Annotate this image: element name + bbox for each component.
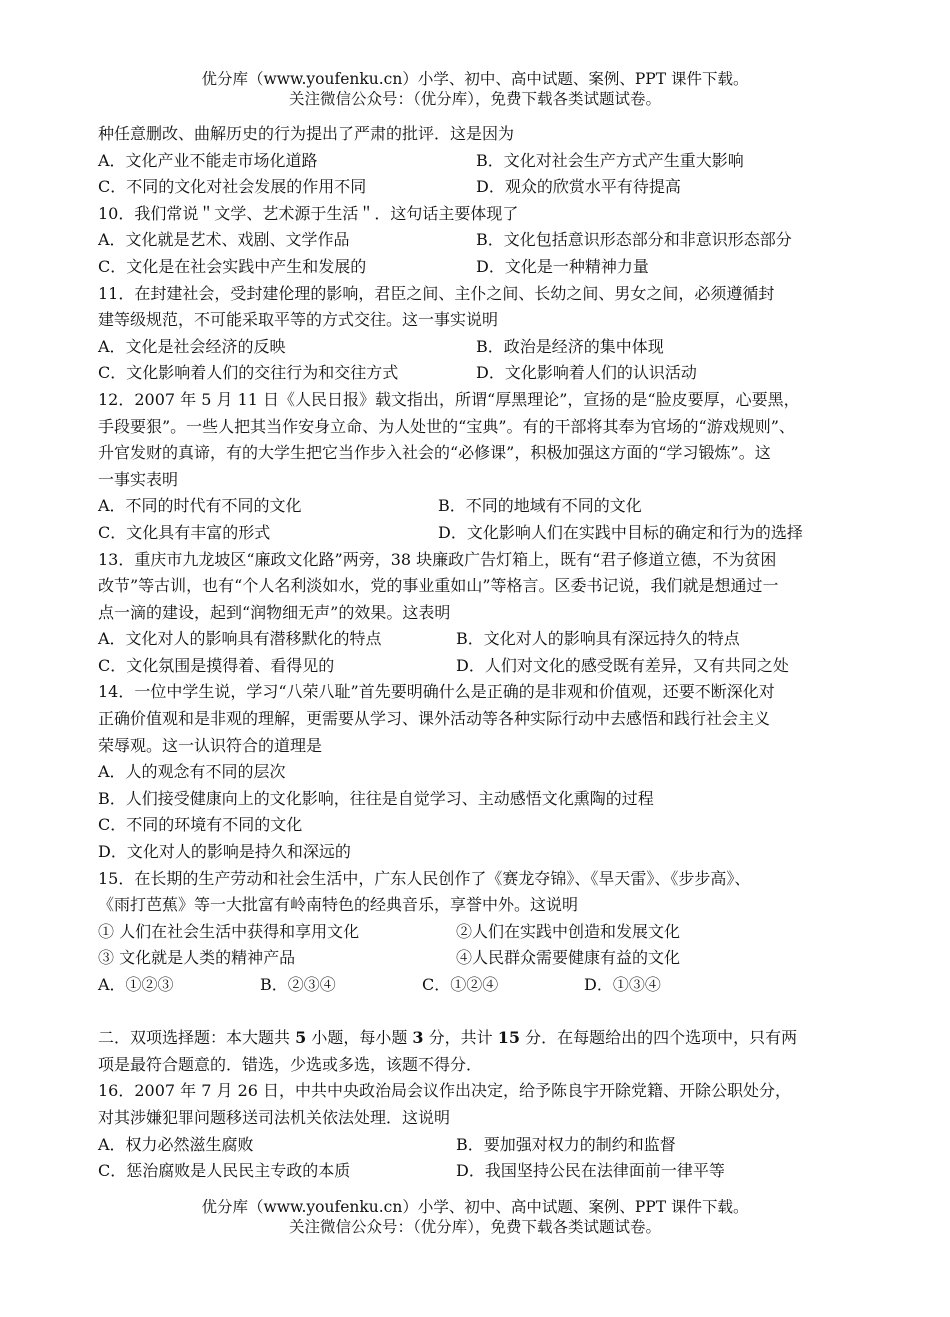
q12-option-a: A．不同的时代有不同的文化 bbox=[98, 496, 302, 516]
q12-stem-line-3: 升官发财的真谛，有的大学生把它当作步入社会的“必修课”，积极加强这方面的“学习锻炼”。这 bbox=[98, 443, 771, 463]
q13-option-d: D．人们对文化的感受既有差异，又有共同之处 bbox=[456, 655, 789, 675]
q12-option-b: B．不同的地域有不同的文化 bbox=[438, 496, 642, 516]
q15-statement-4: ④人民群众需要健康有益的文化 bbox=[456, 948, 681, 968]
footer-line-1: 优分库（www.youfenku.cn）小学、初中、高中试题、案例、PPT 课件下载。 bbox=[201, 1198, 749, 1216]
q16-option-b: B．要加强对权力的制约和监督 bbox=[456, 1134, 676, 1154]
q10-stem: 10．我们常说＂文学、艺术源于生活＂．这句话主要体现了 bbox=[98, 203, 519, 223]
q11-stem-line-2: 建等级规范，不可能采取平等的方式交往。这一事实说明 bbox=[98, 310, 499, 330]
q10-option-a: A．文化就是艺术、戏剧、文学作品 bbox=[98, 230, 350, 250]
section-2-text-d: 分．在每题给出的四个选项中，只有两 bbox=[520, 1028, 798, 1048]
q14-option-b: B．人们接受健康向上的文化影响，往往是自觉学习、主动感悟文化熏陶的过程 bbox=[98, 788, 654, 808]
section-2-points-total: 15 bbox=[497, 1028, 521, 1048]
q14-stem-line-1: 14．一位中学生说，学习“八荣八耻”首先要明确什么是正确的是非观和价值观，还要不断深化对 bbox=[98, 682, 775, 702]
q15-statements-row-2 bbox=[98, 945, 868, 972]
footer-banner bbox=[0, 1197, 950, 1237]
q9-option-d: D．观众的欣赏水平有待提高 bbox=[476, 177, 681, 197]
section-2-text-b: 小题，每小题 bbox=[306, 1028, 413, 1048]
q11-options-row-1 bbox=[98, 334, 868, 361]
section-2-text-a: 二．双项选择题：本大题共 bbox=[98, 1028, 296, 1048]
q15-stem-line-1: 15．在长期的生产劳动和社会生活中，广东人民创作了《赛龙夺锦》、《旱天雷》、《步步高》、 bbox=[98, 868, 751, 888]
header-line-2: 关注微信公众号：（优分库），免费下载各类试题试卷。 bbox=[288, 90, 661, 108]
q13-options-row-2 bbox=[98, 653, 868, 680]
q13-stem-line-1: 13．重庆市九龙坡区“廉政文化路”两旁，38 块廉政广告灯箱上，既有“君子修道立德，不为贫困 bbox=[98, 549, 777, 569]
q15-option-a: A．①②③ bbox=[98, 975, 174, 994]
q9-options-row-1 bbox=[98, 148, 868, 175]
footer-line-2: 关注微信公众号：（优分库），免费下载各类试题试卷。 bbox=[288, 1218, 661, 1236]
q14-option-c: C．不同的环境有不同的文化 bbox=[98, 815, 303, 835]
q11-option-c: C．文化影响着人们的交往行为和交往方式 bbox=[98, 363, 399, 383]
section-2-text-c: 分，共计 bbox=[423, 1028, 498, 1048]
q12-stem-line-4: 一事实表明 bbox=[98, 469, 179, 489]
q13-option-b: B．文化对人的影响具有深远持久的特点 bbox=[456, 629, 740, 649]
q11-options-row-2 bbox=[98, 360, 868, 387]
q14-option-a: A．人的观念有不同的层次 bbox=[98, 762, 286, 782]
q10-option-d: D．文化是一种精神力量 bbox=[476, 256, 649, 276]
q12-options-row-2 bbox=[98, 520, 868, 547]
q13-stem-line-3: 点一滴的建设，起到“润物细无声”的效果。这表明 bbox=[98, 602, 451, 622]
section-2-instructions-line-2: 项是最符合题意的．错选，少选或多选，该题不得分． bbox=[98, 1054, 483, 1074]
q10-options-row-1 bbox=[98, 227, 868, 254]
q10-option-c: C．文化是在社会实践中产生和发展的 bbox=[98, 256, 367, 276]
section-2-instructions-line-1 bbox=[98, 1025, 868, 1052]
q11-option-a: A．文化是社会经济的反映 bbox=[98, 336, 286, 356]
header-line-1: 优分库（www.youfenku.cn）小学、初中、高中试题、案例、PPT 课件下载。 bbox=[201, 70, 749, 88]
q10-options-row-2 bbox=[98, 254, 868, 281]
q15-option-c: C．①②④ bbox=[422, 975, 499, 994]
exam-content bbox=[98, 121, 868, 1185]
q15-statement-3: ③ 文化就是人类的精神产品 bbox=[98, 948, 296, 968]
q13-option-a: A．文化对人的影响具有潜移默化的特点 bbox=[98, 629, 382, 649]
q9-option-b: B．文化对社会生产方式产生重大影响 bbox=[476, 150, 744, 170]
q13-option-c: C．文化氛围是摸得着、看得见的 bbox=[98, 655, 335, 675]
q15-statements-row-1 bbox=[98, 919, 868, 946]
q15-stem-line-2: 《雨打芭蕉》等一大批富有岭南特色的经典音乐，享誉中外。这说明 bbox=[98, 895, 579, 915]
q11-option-b: B．政治是经济的集中体现 bbox=[476, 336, 664, 356]
q15-statement-2: ②人们在实践中创造和发展文化 bbox=[456, 921, 681, 941]
q16-option-c: C．惩治腐败是人民民主专政的本质 bbox=[98, 1161, 351, 1181]
section-gap bbox=[98, 999, 868, 1026]
header-banner bbox=[0, 69, 950, 109]
q15-options-row bbox=[98, 972, 868, 999]
q16-options-row-1 bbox=[98, 1132, 868, 1159]
section-2-count: 5 bbox=[295, 1028, 307, 1048]
q9-options-row-2 bbox=[98, 174, 868, 201]
q16-option-a: A．权力必然滋生腐败 bbox=[98, 1134, 254, 1154]
q11-option-d: D．文化影响着人们的认识活动 bbox=[476, 363, 697, 383]
q14-stem-line-3: 荣辱观。这一认识符合的道理是 bbox=[98, 735, 323, 755]
q9-stem: 种任意删改、曲解历史的行为提出了严肃的批评．这是因为 bbox=[98, 124, 515, 143]
q9-option-c: C．不同的文化对社会发展的作用不同 bbox=[98, 177, 367, 197]
q9-option-a: A．文化产业不能走市场化道路 bbox=[98, 150, 318, 170]
q12-stem-line-2: 手段要狠”。一些人把其当作安身立命、为人处世的“宝典”。有的干部将其奉为官场的“游戏规则”、 bbox=[98, 416, 795, 436]
q12-option-c: C．文化具有丰富的形式 bbox=[98, 522, 271, 542]
q16-stem-line-2: 对其涉嫌犯罪问题移送司法机关依法处理．这说明 bbox=[98, 1107, 451, 1127]
q12-options-row-1 bbox=[98, 493, 868, 520]
q10-option-b: B．文化包括意识形态部分和非意识形态部分 bbox=[476, 230, 792, 250]
q14-stem-line-2: 正确价值观和是非观的理解，更需要从学习、课外活动等各种实际行动中去感悟和践行社会主义 bbox=[98, 709, 771, 729]
q15-option-d: D．①③④ bbox=[584, 975, 661, 994]
q16-option-d: D．我国坚持公民在法律面前一律平等 bbox=[456, 1161, 725, 1181]
q12-option-d: D．文化影响人们在实践中目标的确定和行为的选择 bbox=[438, 522, 803, 542]
q16-stem-line-1: 16．2007 年 7 月 26 日，中共中央政治局会议作出决定，给予陈良宇开除党籍、开除公职处分， bbox=[98, 1081, 792, 1101]
q12-stem-line-1: 12．2007 年 5 月 11 日《人民日报》载文指出，所谓“厚黑理论”，宣扬的是“脸皮要厚，心要黑， bbox=[98, 389, 800, 409]
q16-options-row-2 bbox=[98, 1158, 868, 1185]
q14-option-d: D．文化对人的影响是持久和深远的 bbox=[98, 842, 351, 862]
q15-statement-1: ① 人们在社会生活中获得和享用文化 bbox=[98, 921, 360, 941]
section-2-points-each: 3 bbox=[412, 1028, 424, 1048]
q13-options-row-1 bbox=[98, 626, 868, 653]
q15-option-b: B．②③④ bbox=[260, 975, 336, 994]
q13-stem-line-2: 改节”等古训，也有“个人名利淡如水，党的事业重如山”等格言。区委书记说，我们就是想通过一 bbox=[98, 576, 779, 596]
q11-stem-line-1: 11．在封建社会，受封建伦理的影响，君臣之间、主仆之间、长幼之间、男女之间，必须遵循封 bbox=[98, 283, 775, 303]
